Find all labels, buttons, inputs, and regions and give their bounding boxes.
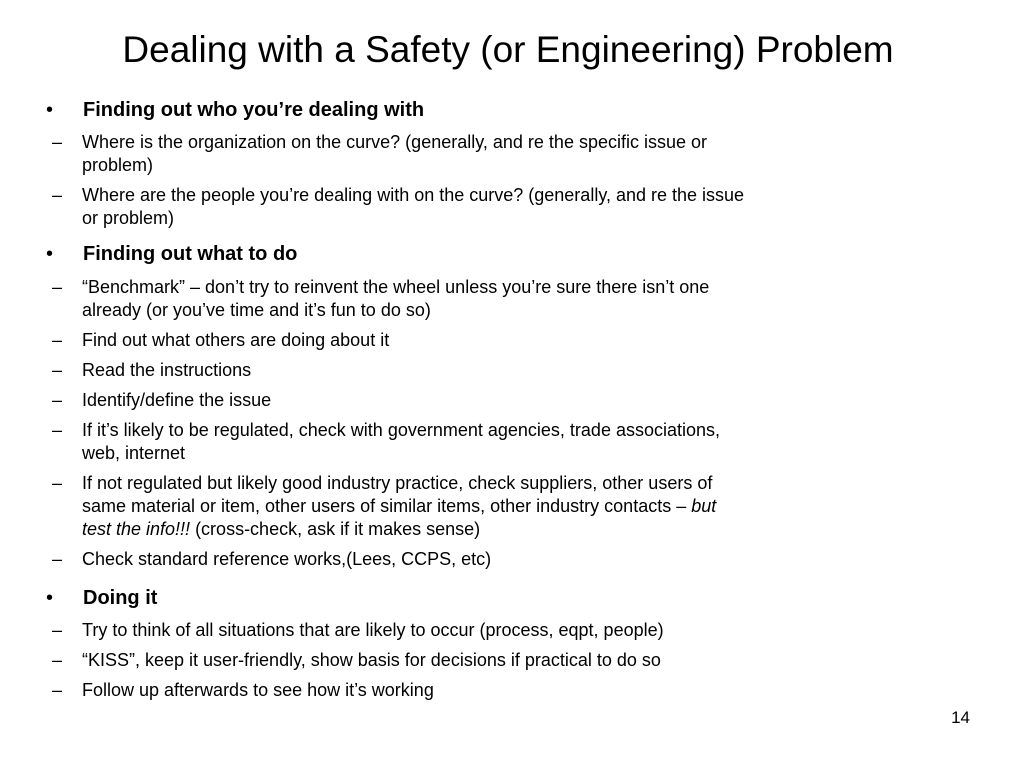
sub-item-text: Find out what others are doing about it xyxy=(82,330,390,350)
dash-icon: – xyxy=(52,132,63,152)
sub-item-text: Where are the people you’re dealing with on the curve? (generally, and re the issue xyxy=(82,185,745,205)
sub-item xyxy=(0,619,977,642)
dash-icon: – xyxy=(52,473,63,493)
sub-item-emphasis: but xyxy=(691,496,717,516)
dash-icon: – xyxy=(52,420,63,440)
sub-item xyxy=(0,131,977,177)
sub-item-text: Try to think of all situations that are likely to occur (process, eqpt, people) xyxy=(82,620,664,640)
sub-item-text: already (or you’ve time and it’s fun to do so) xyxy=(82,300,431,320)
bullet-icon: • xyxy=(46,99,54,121)
sub-item-text: “KISS”, keep it user-friendly, show basis for decisions if practical to do so xyxy=(82,650,661,670)
bullet-heading xyxy=(46,586,986,616)
sub-item xyxy=(0,679,977,702)
page-number: 14 xyxy=(951,708,970,727)
bullet-icon: • xyxy=(46,243,54,265)
sub-item-text-line xyxy=(82,495,977,518)
sub-item xyxy=(0,649,977,672)
sub-item xyxy=(0,359,977,382)
bullet-heading xyxy=(46,242,986,272)
sub-item-emphasis: test the info!!! xyxy=(82,519,191,539)
sub-item xyxy=(0,184,977,230)
dash-icon: – xyxy=(52,549,63,569)
dash-icon: – xyxy=(52,680,63,700)
sub-item-text: (cross-check, ask if it makes sense) xyxy=(190,519,481,539)
section-doing-it xyxy=(46,586,986,709)
sub-item-text: Check standard reference works,(Lees, CCPS, etc) xyxy=(82,549,492,569)
bullet-heading-text: Doing it xyxy=(83,587,158,609)
sub-item-text: “Benchmark” – don’t try to reinvent the wheel unless you’re sure there isn’t one xyxy=(82,277,710,297)
sub-item-text: Follow up afterwards to see how it’s working xyxy=(82,680,434,700)
sub-item-text: Read the instructions xyxy=(82,360,252,380)
sub-item xyxy=(0,389,977,412)
sub-item xyxy=(0,472,977,541)
sub-item-text-line xyxy=(82,518,977,541)
dash-icon: – xyxy=(52,390,63,410)
bullet-heading-text: Finding out who you’re dealing with xyxy=(83,99,425,121)
section-finding-what xyxy=(46,242,986,578)
sub-item xyxy=(0,276,977,322)
dash-icon: – xyxy=(52,185,63,205)
sub-item-text: same material or item, other users of similar items, other industry contacts – xyxy=(82,496,692,516)
sub-item-text: problem) xyxy=(82,155,154,175)
sub-item xyxy=(0,419,977,465)
sub-item-text: Where is the organization on the curve? (generally, and re the specific issue or xyxy=(82,132,707,152)
dash-icon: – xyxy=(52,330,63,350)
bullet-icon: • xyxy=(46,587,54,609)
sub-item-text: If it’s likely to be regulated, check with government agencies, trade associations, xyxy=(82,420,721,440)
dash-icon: – xyxy=(52,360,63,380)
dash-icon: – xyxy=(52,620,63,640)
sub-item-text: or problem) xyxy=(82,208,175,228)
dash-icon: – xyxy=(52,277,63,297)
sub-item xyxy=(0,548,977,571)
slide-title: Dealing with a Safety (or Engineering) Problem xyxy=(122,29,894,70)
sub-item-text: If not regulated but likely good industry practice, check suppliers, other users of xyxy=(82,473,713,493)
bullet-heading xyxy=(46,98,986,128)
sub-item-text: Identify/define the issue xyxy=(82,390,272,410)
dash-icon: – xyxy=(52,650,63,670)
section-finding-who xyxy=(46,98,986,237)
bullet-heading-text: Finding out what to do xyxy=(83,243,298,265)
sub-item-text: web, internet xyxy=(82,443,186,463)
sub-item xyxy=(0,329,977,352)
